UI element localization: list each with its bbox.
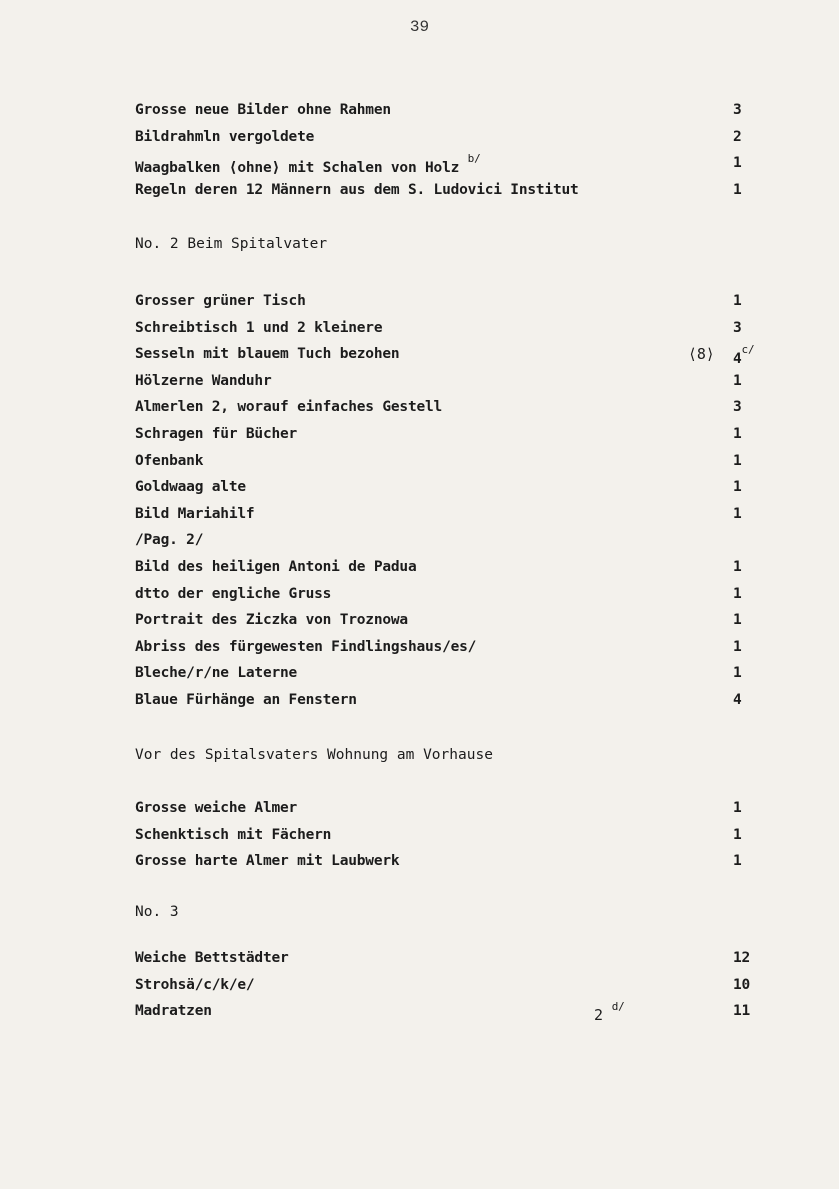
item-text: Portrait des Ziczka von Troznowa: [135, 612, 408, 629]
page-marker: [0, 527, 839, 554]
item-qty: 4: [733, 691, 742, 708]
item-qty: 2: [733, 128, 742, 145]
list-item: [0, 822, 839, 849]
item-qty: 3: [733, 319, 742, 336]
item-qty: 12: [733, 950, 751, 966]
item-qty-value: 4: [733, 351, 742, 368]
item-text: Almerlen 2, worauf einfaches Gestell: [135, 399, 443, 416]
list-item: [0, 660, 839, 687]
list-item: [0, 315, 839, 342]
section-no2: [0, 288, 839, 714]
item-text: Bild Mariahilf: [135, 505, 255, 522]
heading-text: No. 2 Beim Spitalvater: [135, 236, 328, 252]
list-item: [0, 474, 839, 501]
item-qty: 1: [733, 181, 742, 198]
item-text: Schragen für Bücher: [135, 425, 298, 442]
list-item: [0, 795, 839, 822]
footnote-marker: c/: [741, 343, 755, 357]
section-heading: [0, 742, 839, 769]
item-text: Sesseln mit blauem Tuch bezohen: [135, 346, 400, 363]
item-text: dtto der engliche Gruss: [135, 585, 332, 602]
item-qty: 1: [733, 425, 742, 442]
list-item: [0, 972, 839, 999]
list-item: [0, 998, 839, 1025]
list-item: [0, 554, 839, 581]
list-item: [0, 581, 839, 608]
item-text: Goldwaag alte: [135, 479, 246, 496]
list-item: [0, 848, 839, 875]
item-qty: 1: [733, 826, 742, 843]
list-item: [0, 150, 839, 177]
item-text: Bild des heiligen Antoni de Padua: [135, 558, 417, 575]
item-text: Ofenbank: [135, 452, 204, 469]
item-text: Grosse neue Bilder ohne Rahmen: [135, 102, 391, 118]
item-qty: 1: [733, 638, 742, 655]
item-qty: 1: [733, 585, 742, 602]
item-text: /Pag. 2/: [135, 532, 204, 549]
item-text: Weiche Bettstädter: [135, 950, 289, 966]
item-text: Grosse harte Almer mit Laubwerk: [135, 853, 400, 870]
item-qty: 1: [733, 853, 742, 870]
item-qty: 11: [733, 1003, 751, 1020]
item-qty: 1: [733, 479, 742, 496]
section-vorhaus: [0, 795, 839, 875]
section-no3: [0, 945, 839, 1025]
item-text: Bildrahmln vergoldete: [135, 128, 315, 145]
bracket-annotation: ⟨8⟩: [688, 345, 715, 364]
list-item: [0, 341, 839, 368]
list-item: [0, 945, 839, 972]
list-item: [0, 607, 839, 634]
footnote-marker: d/: [611, 1000, 625, 1014]
item-qty: 1: [733, 155, 742, 172]
list-item: [0, 368, 839, 395]
list-item: [0, 288, 839, 315]
item-text: Regeln deren 12 Männern aus dem S. Ludovici Institut: [135, 181, 579, 198]
footnote-marker: b/: [467, 152, 481, 166]
item-qty: 1: [733, 293, 742, 309]
item-qty: 1: [733, 665, 742, 682]
item-text: Schreibtisch 1 und 2 kleinere: [135, 319, 383, 336]
item-text: Hölzerne Wanduhr: [135, 372, 272, 389]
section-heading: [0, 899, 839, 926]
item-text: Grosse weiche Almer: [135, 800, 298, 816]
list-item: [0, 177, 839, 204]
list-item: [0, 687, 839, 714]
item-qty: 1: [733, 558, 742, 575]
item-text: Abriss des fürgewesten Findlingshaus/es/: [135, 638, 477, 655]
item-qty: 1: [733, 372, 742, 389]
list-item: [0, 448, 839, 475]
item-text: Grosser grüner Tisch: [135, 293, 306, 309]
item-qty: 1: [733, 452, 742, 469]
item-qty: 3: [733, 399, 742, 416]
item-qty: 3: [733, 102, 742, 118]
list-item: [0, 394, 839, 421]
list-item: [0, 501, 839, 528]
list-item: [0, 124, 839, 151]
item-text: Bleche/r/ne Laterne: [135, 665, 298, 682]
section-heading: [0, 231, 839, 258]
item-qty: 1: [733, 612, 742, 629]
item-qty: 1: [733, 800, 742, 816]
marginal-count: [594, 998, 625, 1029]
list-item: [0, 634, 839, 661]
item-text-content: Waagbalken ⟨ohne⟩ mit Schalen von Holz: [135, 160, 460, 177]
heading-text: No. 3: [135, 904, 179, 920]
section-top: [0, 97, 839, 203]
page-number: 39: [409, 18, 430, 36]
marginal-count-value: 2: [594, 1006, 603, 1025]
list-item: [0, 421, 839, 448]
item-text: Schenktisch mit Fächern: [135, 826, 332, 843]
list-item: [0, 97, 839, 124]
item-qty: 1: [733, 505, 742, 522]
heading-text: Vor des Spitalsvaters Wohnung am Vorhause: [135, 747, 493, 763]
item-text: Madratzen: [135, 1003, 212, 1020]
item-text: Strohsä/c/k/e/: [135, 976, 255, 993]
item-qty: 10: [733, 976, 751, 993]
item-text: Blaue Fürhänge an Fenstern: [135, 691, 357, 708]
